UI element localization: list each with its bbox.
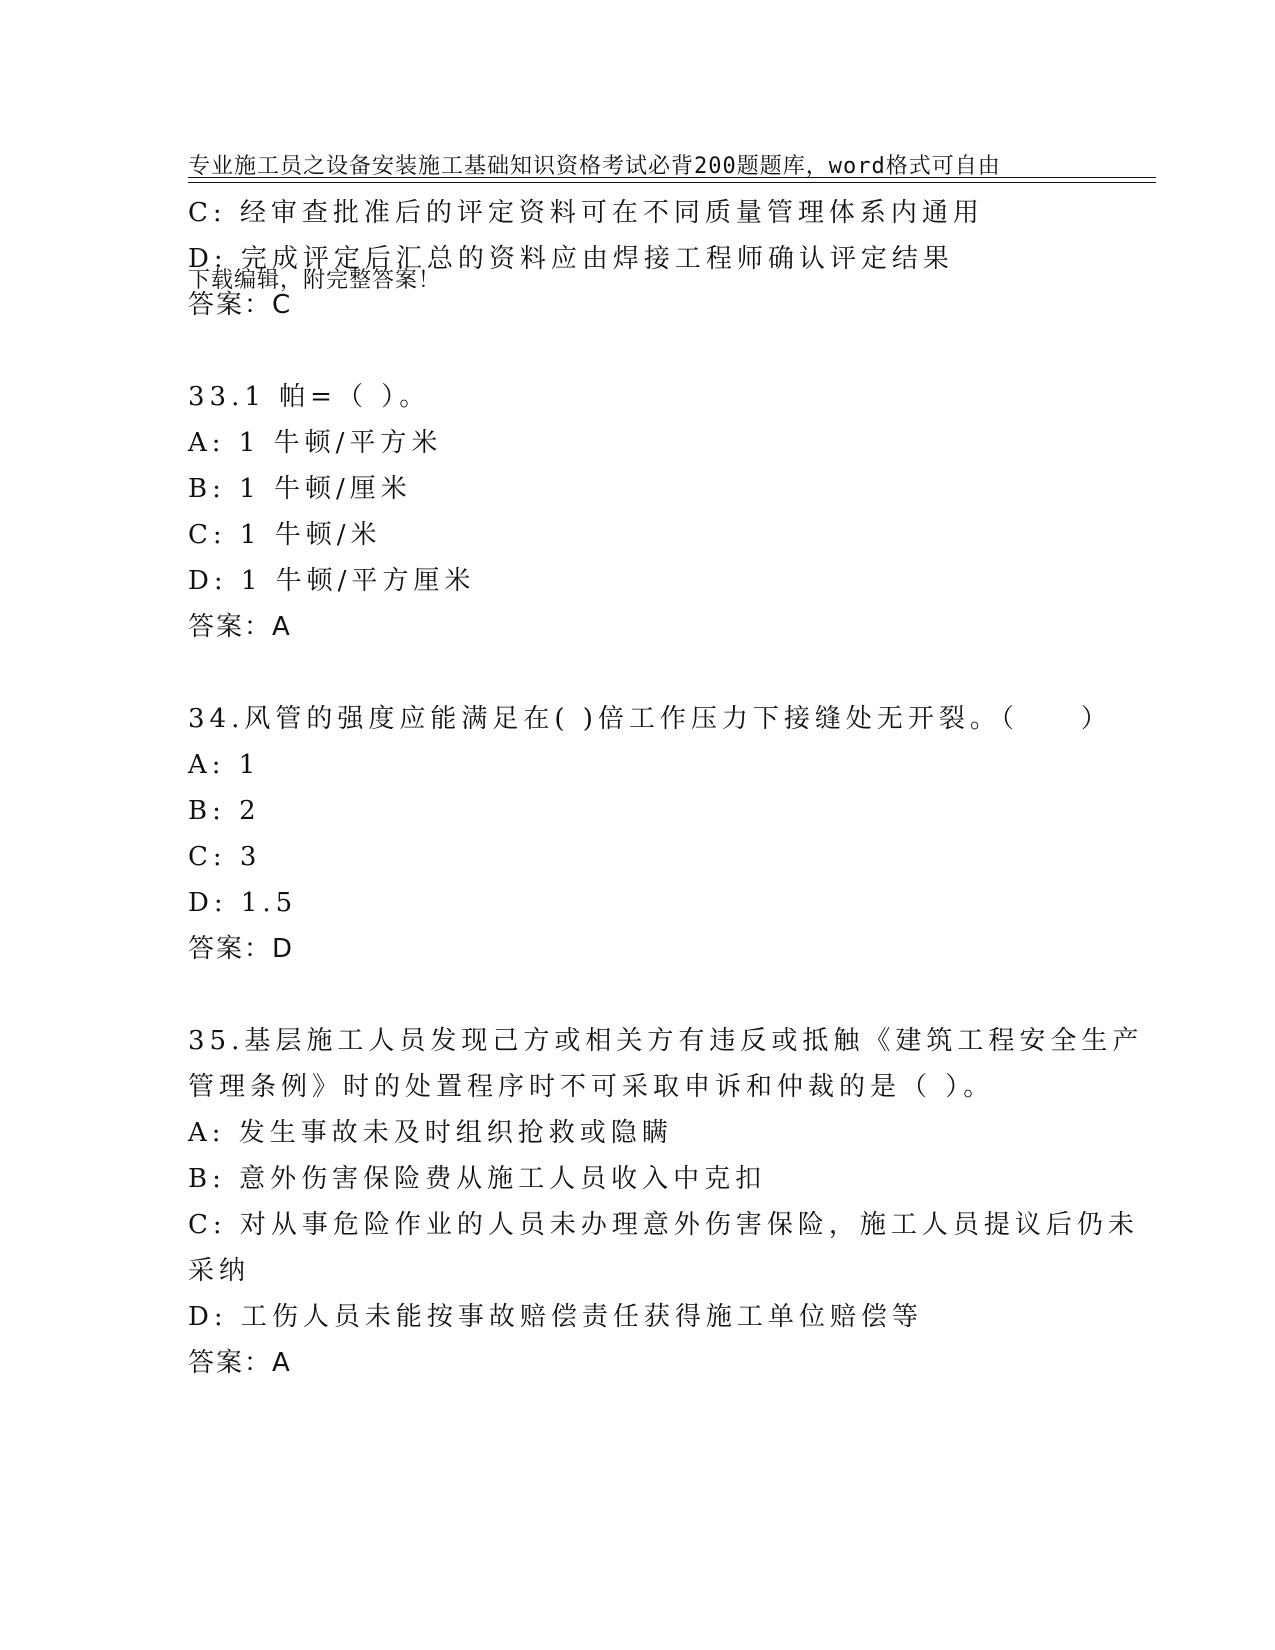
header-divider-top (188, 177, 1156, 178)
option-d: D: 完成评定后汇总的资料应由焊接工程师确认评定结果 (188, 244, 954, 274)
answer-line: 答案：A (188, 612, 292, 642)
option-d: D: 工伤人员未能按事故赔偿责任获得施工单位赔偿等 (188, 1302, 923, 1332)
option-b: B: 2 (188, 796, 261, 826)
answer-line: 答案：C (188, 290, 293, 320)
option-a: A: 1 (188, 750, 261, 780)
question-stem-line-1: 35.基层施工人员发现己方或相关方有违反或抵触《建筑工程安全生产 (188, 1026, 1144, 1056)
option-c: C: 3 (188, 842, 262, 872)
question-list (188, 190, 1188, 1386)
question-stem: 33.1 帕=（ ）。 (188, 382, 431, 412)
option-c: C: 对从事危险作业的人员未办理意外伤害保险，施工人员提议后仍未 (188, 1210, 1139, 1240)
header-divider-bottom (188, 182, 1156, 183)
option-a: A: 发生事故未及时组织抢救或隐瞒 (188, 1118, 673, 1148)
option-a: A: 1 牛顿/平方米 (188, 428, 443, 458)
option-d: D: 1 牛顿/平方厘米 (188, 566, 476, 596)
answer-line: 答案：D (188, 934, 295, 964)
spacer (188, 650, 1188, 696)
header-line-1: 专业施工员之设备安装施工基础知识资格考试必背200题题库，word格式可自由 (188, 154, 1001, 179)
question-35 (188, 1018, 1188, 1386)
question-33 (188, 374, 1188, 650)
option-c: C: 经审查批准后的评定资料可在不同质量管理体系内通用 (188, 198, 984, 228)
spacer (188, 972, 1188, 1018)
question-34 (188, 696, 1188, 972)
option-d: D: 1.5 (188, 888, 298, 918)
answer-line: 答案：A (188, 1348, 292, 1378)
option-c-continued: 采纳 (188, 1256, 251, 1286)
option-b: B: 1 牛顿/厘米 (188, 474, 412, 504)
question-stem: 34.风管的强度应能满足在( )倍工作压力下接缝处无开裂。（ ） (188, 704, 1112, 734)
option-b: B: 意外伤害保险费从施工人员收入中克扣 (188, 1164, 767, 1194)
question-32-continued (188, 190, 1188, 328)
header-line-2: 下载编辑，附完整答案！ (188, 268, 442, 293)
option-c: C: 1 牛顿/米 (188, 520, 382, 550)
spacer (188, 328, 1188, 374)
question-stem-line-2: 管理条例》时的处置程序时不可采取申诉和仲裁的是（ ）。 (188, 1072, 995, 1102)
